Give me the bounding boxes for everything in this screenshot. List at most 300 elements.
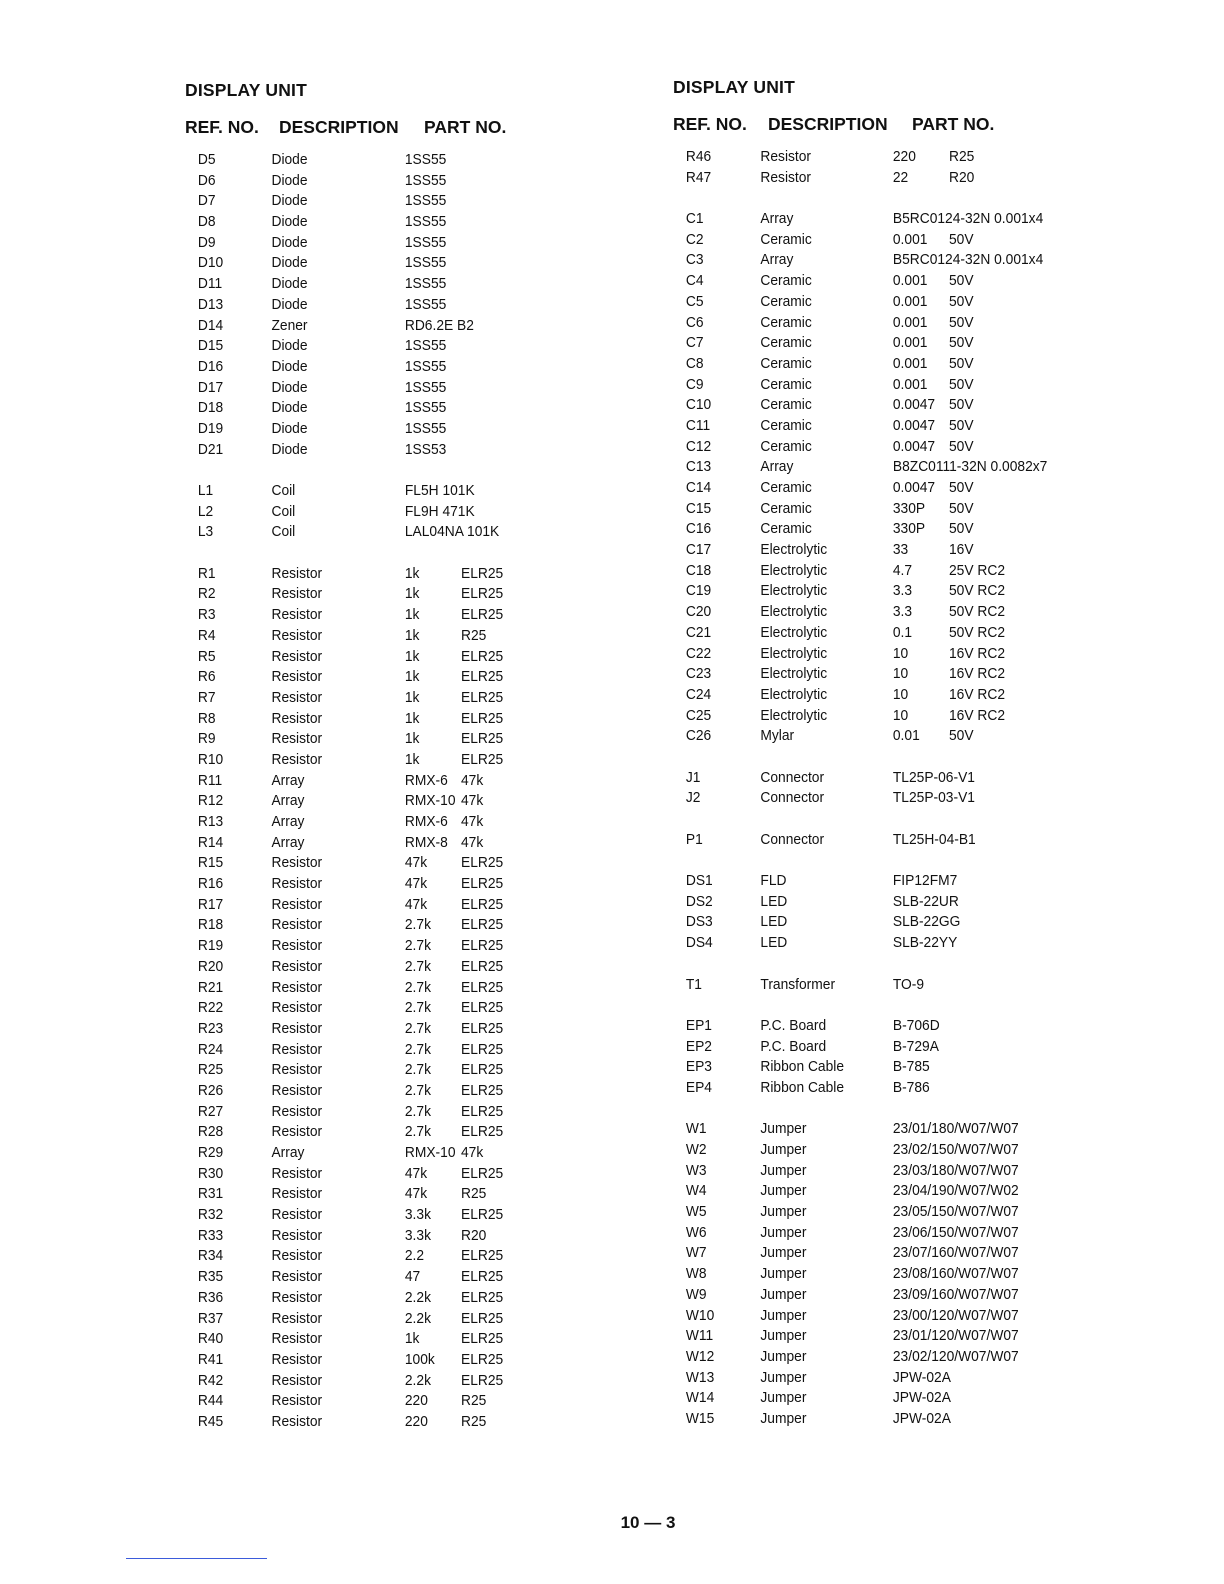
table-row (185, 502, 571, 523)
part-no-cell: 0.001 (892, 292, 928, 310)
part-no-cell: TL25P-03-V1 (892, 789, 975, 807)
description-cell: Array (271, 1144, 305, 1161)
part-spec-cell: 50V (949, 313, 974, 331)
description-cell: Ceramic (760, 230, 812, 248)
description-cell: Ceramic (760, 354, 812, 372)
description-cell: Electrolytic (760, 603, 828, 621)
table-row (185, 626, 571, 647)
table-row (185, 915, 571, 936)
table-row (185, 1226, 571, 1247)
ref-cell: C26 (685, 727, 712, 745)
description-cell: Diode (271, 213, 308, 231)
part-no-cell: 10 (892, 665, 909, 683)
ref-cell: D6 (197, 171, 216, 189)
part-no-cell: TO-9 (892, 975, 925, 993)
description-cell: LED (760, 913, 788, 931)
part-no-cell: 23/09/160/W07/W07 (892, 1285, 1019, 1303)
part-no-cell: FL9H 471K (404, 502, 475, 520)
table-row (185, 853, 571, 874)
ref-cell: R24 (197, 1040, 224, 1058)
part-no-cell: 1k (404, 668, 420, 686)
description-cell: Jumper (760, 1368, 807, 1386)
ref-cell: D19 (197, 419, 224, 437)
part-no-cell: 2.2k (404, 1288, 431, 1306)
description-cell: Diode (271, 151, 308, 168)
table-row (185, 729, 571, 750)
table-row (185, 460, 571, 481)
description-cell: Jumper (760, 1265, 807, 1283)
ref-cell: W10 (685, 1306, 715, 1324)
table-row (673, 271, 1069, 292)
table-row (673, 892, 1069, 913)
part-no-cell: 3.3k (404, 1206, 431, 1224)
ref-cell: R32 (197, 1206, 224, 1224)
ref-cell: D8 (197, 213, 216, 231)
part-spec-cell: 16V RC2 (949, 706, 1006, 724)
description-cell: Jumper (760, 1223, 807, 1241)
table-row (673, 975, 1069, 996)
ref-cell: R47 (685, 168, 712, 186)
part-spec-cell: ELR25 (461, 916, 504, 934)
ref-cell: DS3 (685, 913, 713, 931)
part-no-cell: 2.7k (404, 1102, 431, 1120)
table-row (673, 188, 1069, 209)
right-header-ref-no: REF. NO. (673, 114, 747, 134)
table-row (185, 378, 571, 399)
left-header-ref-no: REF. NO. (185, 117, 259, 137)
table-row (673, 1285, 1069, 1306)
ref-cell: D13 (197, 295, 224, 313)
table-row (673, 437, 1069, 458)
table-row (673, 292, 1069, 313)
part-spec-cell: ELR25 (461, 978, 504, 996)
description-cell: Array (760, 210, 794, 228)
part-spec-cell: ELR25 (461, 668, 504, 686)
table-row (185, 584, 571, 605)
part-no-cell: B-785 (892, 1058, 930, 1076)
part-spec-cell: ELR25 (461, 1350, 504, 1368)
part-no-cell: RD6.2E B2 (404, 316, 474, 334)
table-row (185, 522, 571, 543)
part-spec-cell: ELR25 (461, 1206, 504, 1224)
part-no-cell: 2.7k (404, 1061, 431, 1079)
part-spec-cell: ELR25 (461, 875, 504, 893)
part-spec-cell: ELR25 (461, 895, 504, 913)
part-no-cell: 10 (892, 685, 909, 703)
part-spec-cell: 16V (949, 541, 974, 559)
ref-cell: W15 (685, 1409, 715, 1427)
part-spec-cell: 50V RC2 (949, 623, 1006, 641)
table-row (185, 791, 571, 812)
table-row (185, 1371, 571, 1392)
part-spec-cell: ELR25 (461, 1040, 504, 1058)
ref-cell: R27 (197, 1102, 224, 1120)
ref-cell: R14 (197, 833, 224, 851)
part-spec-cell: 50V (949, 479, 974, 496)
ref-cell: DS2 (685, 892, 713, 910)
description-cell: Jumper (760, 1161, 807, 1179)
table-row (673, 581, 1069, 602)
table-row (673, 788, 1069, 809)
table-row (673, 602, 1069, 623)
part-no-cell: SLB-22UR (892, 892, 959, 910)
description-cell: FLD (760, 872, 787, 890)
part-spec-cell: R25 (461, 626, 487, 644)
description-cell: Diode (271, 440, 308, 458)
description-cell: Jumper (760, 1141, 807, 1158)
table-row (185, 874, 571, 895)
table-row (673, 375, 1069, 396)
part-no-cell: 0.001 (892, 354, 928, 372)
ref-cell: L1 (197, 482, 214, 499)
description-cell: Resistor (760, 148, 812, 165)
table-row (673, 478, 1069, 499)
table-row (185, 564, 571, 585)
ref-cell: W7 (685, 1244, 707, 1262)
part-spec-cell: 50V (949, 272, 974, 290)
ref-cell: R8 (197, 709, 216, 727)
description-cell: Resistor (271, 1061, 323, 1079)
part-no-cell: JPW-02A (892, 1389, 951, 1407)
part-spec-cell: 47k (461, 771, 484, 789)
part-no-cell: 1SS55 (404, 419, 447, 437)
table-row (673, 830, 1069, 851)
part-no-cell: SLB-22YY (892, 934, 958, 952)
ref-cell: C14 (685, 479, 712, 496)
description-cell: Ceramic (760, 313, 812, 331)
right-parts-list (673, 75, 1103, 1430)
table-row (673, 1243, 1069, 1264)
description-cell: Diode (271, 419, 308, 437)
table-row (185, 1040, 571, 1061)
table-row (185, 812, 571, 833)
description-cell: Jumper (760, 1244, 807, 1262)
part-spec-cell: R25 (949, 148, 975, 165)
part-no-cell: RMX-10 (404, 1144, 456, 1161)
part-no-cell: 2.7k (404, 999, 431, 1017)
part-spec-cell: ELR25 (461, 854, 504, 872)
part-spec-cell: ELR25 (461, 937, 504, 955)
description-cell: Resistor (271, 730, 323, 748)
table-row (673, 995, 1069, 1016)
part-no-cell: 1SS55 (404, 295, 447, 313)
description-cell: Diode (271, 357, 308, 375)
description-cell: Resistor (271, 750, 323, 768)
ref-cell: D18 (197, 399, 224, 417)
part-spec-cell: ELR25 (461, 606, 504, 624)
ref-cell: C6 (685, 313, 704, 331)
ref-cell: W1 (685, 1120, 707, 1138)
part-no-cell: 10 (892, 644, 909, 662)
ref-cell: R36 (197, 1288, 224, 1306)
table-row (673, 954, 1069, 975)
table-row (185, 1391, 571, 1412)
part-no-cell: 4.7 (892, 561, 913, 579)
part-no-cell: B5RC0124-32N 0.001x4 (892, 210, 1044, 228)
ref-cell: R46 (685, 148, 712, 165)
left-header-part-no: PART NO. (424, 117, 507, 137)
part-no-cell: B-729A (892, 1037, 939, 1055)
description-cell: Jumper (760, 1203, 807, 1221)
ref-cell: D10 (197, 254, 224, 272)
part-spec-cell: ELR25 (461, 1371, 504, 1389)
ref-cell: C23 (685, 665, 712, 683)
description-cell: Resistor (271, 1309, 323, 1327)
part-no-cell: 2.7k (404, 957, 431, 975)
description-cell: Resistor (271, 1081, 323, 1099)
ref-cell: R44 (197, 1392, 224, 1410)
table-row (185, 1143, 571, 1164)
part-spec-cell: ELR25 (461, 709, 504, 727)
part-spec-cell: 16V RC2 (949, 644, 1006, 662)
right-header-part-no: PART NO. (912, 114, 995, 134)
part-spec-cell: R20 (461, 1226, 487, 1244)
table-row (673, 1223, 1069, 1244)
ref-cell: D17 (197, 378, 224, 396)
part-no-cell: 1k (404, 585, 420, 603)
description-cell: Diode (271, 192, 308, 210)
part-spec-cell: 50V (949, 727, 974, 745)
description-cell: LED (760, 892, 788, 910)
description-cell: Array (271, 833, 305, 851)
table-row (673, 768, 1069, 789)
part-spec-cell: ELR25 (461, 957, 504, 975)
ref-cell: C7 (685, 334, 704, 352)
ref-cell: L3 (197, 523, 214, 541)
ref-cell: R13 (197, 813, 224, 830)
part-no-cell: 1k (404, 647, 420, 665)
description-cell: Diode (271, 233, 308, 251)
ref-cell: C18 (685, 561, 712, 579)
part-spec-cell: ELR25 (461, 1330, 504, 1348)
table-row (673, 1368, 1069, 1389)
ref-cell: R3 (197, 606, 216, 624)
description-cell: Resistor (271, 688, 323, 706)
part-no-cell: 1SS55 (404, 337, 447, 355)
description-cell: Electrolytic (760, 582, 828, 600)
description-cell: Zener (271, 316, 308, 334)
part-no-cell: 23/01/120/W07/W07 (892, 1327, 1019, 1345)
description-cell: Transformer (760, 975, 836, 993)
ref-cell: D16 (197, 357, 224, 375)
description-cell: Array (760, 251, 794, 269)
part-no-cell: 1k (404, 606, 420, 624)
description-cell: Mylar (760, 727, 795, 745)
ref-cell: EP3 (685, 1058, 712, 1076)
part-no-cell: 330P (892, 520, 926, 538)
part-spec-cell: ELR25 (461, 647, 504, 665)
description-cell: Diode (271, 275, 308, 293)
ref-cell: C8 (685, 354, 704, 372)
description-cell: Connector (760, 789, 825, 807)
ref-cell: C16 (685, 520, 712, 538)
table-row (673, 1264, 1069, 1285)
ref-cell: L2 (197, 502, 214, 520)
table-row (673, 1078, 1069, 1099)
ref-cell: R22 (197, 999, 224, 1017)
ref-cell: D14 (197, 316, 224, 334)
table-row (185, 1246, 571, 1267)
ref-cell: R33 (197, 1226, 224, 1244)
part-spec-cell: ELR25 (461, 688, 504, 706)
part-spec-cell: ELR25 (461, 1081, 504, 1099)
ref-cell: D11 (197, 275, 223, 293)
ref-cell: C24 (685, 685, 712, 703)
part-spec-cell: 47k (461, 813, 484, 830)
description-cell: Coil (271, 502, 296, 520)
part-no-cell: 22 (892, 168, 909, 186)
table-row (673, 1016, 1069, 1037)
table-row (185, 998, 571, 1019)
table-row (673, 354, 1069, 375)
table-row (673, 1388, 1069, 1409)
description-cell: Diode (271, 295, 308, 313)
table-row (185, 771, 571, 792)
description-cell: Jumper (760, 1285, 807, 1303)
description-cell: Electrolytic (760, 561, 828, 579)
part-no-cell: 2.7k (404, 1081, 431, 1099)
right-header-description: DESCRIPTION (768, 114, 888, 134)
description-cell: Ceramic (760, 416, 812, 434)
part-no-cell: 2.7k (404, 916, 431, 934)
description-cell: Array (271, 792, 305, 810)
table-row (185, 978, 571, 999)
part-no-cell: 0.001 (892, 334, 928, 352)
part-no-cell: 0.0047 (892, 437, 936, 455)
part-spec-cell: 50V (949, 520, 974, 538)
ref-cell: C15 (685, 499, 712, 517)
description-cell: Ceramic (760, 396, 812, 414)
ref-cell: R29 (197, 1144, 224, 1161)
part-no-cell: 47k (404, 854, 428, 872)
part-spec-cell: ELR25 (461, 1164, 504, 1182)
part-no-cell: 220 (892, 148, 916, 165)
table-row (185, 150, 571, 171)
description-cell: Ribbon Cable (760, 1058, 845, 1076)
part-no-cell: 2.2k (404, 1371, 431, 1389)
table-row (673, 1140, 1069, 1161)
part-no-cell: 2.7k (404, 1040, 431, 1058)
table-row (185, 1288, 571, 1309)
ref-cell: EP4 (685, 1078, 712, 1096)
part-spec-cell: R25 (461, 1412, 487, 1430)
part-no-cell: 1SS55 (404, 213, 447, 231)
ref-cell: R23 (197, 1019, 224, 1037)
table-row (185, 1329, 571, 1350)
part-no-cell: LAL04NA 101K (404, 523, 500, 541)
part-no-cell: 47k (404, 1164, 428, 1182)
ref-cell: J2 (685, 789, 701, 807)
description-cell: Ceramic (760, 334, 812, 352)
part-no-cell: 220 (404, 1412, 428, 1430)
ref-cell: W6 (685, 1223, 707, 1241)
table-row (673, 168, 1069, 189)
part-no-cell: 23/02/150/W07/W07 (892, 1141, 1019, 1158)
ref-cell: C19 (685, 582, 712, 600)
table-row (185, 274, 571, 295)
description-cell: Ceramic (760, 272, 812, 290)
description-cell: Resistor (271, 854, 323, 872)
ref-cell: R42 (197, 1371, 224, 1389)
part-no-cell: 2.2k (404, 1309, 431, 1327)
table-row (673, 1202, 1069, 1223)
description-cell: P.C. Board (760, 1037, 827, 1055)
description-cell: Resistor (271, 1040, 323, 1058)
part-no-cell: 0.0047 (892, 396, 936, 414)
table-row (185, 1122, 571, 1143)
description-cell: Ceramic (760, 437, 812, 455)
description-cell: Connector (760, 768, 825, 786)
table-row (185, 440, 571, 461)
part-no-cell: RMX-6 (404, 771, 448, 789)
description-cell: Coil (271, 482, 296, 499)
part-no-cell: 0.001 (892, 272, 928, 290)
part-no-cell: 1SS55 (404, 192, 447, 210)
description-cell: Ceramic (760, 499, 812, 517)
table-row (185, 543, 571, 564)
part-no-cell: 1SS55 (404, 151, 447, 168)
description-cell: Ceramic (760, 520, 812, 538)
part-no-cell: B-706D (892, 1016, 940, 1034)
description-cell: Resistor (271, 1206, 323, 1224)
ref-cell: R45 (197, 1412, 224, 1430)
description-cell: Electrolytic (760, 541, 828, 559)
table-row (185, 688, 571, 709)
part-spec-cell: ELR25 (461, 564, 504, 582)
part-no-cell: 23/07/160/W07/W07 (892, 1244, 1019, 1262)
part-no-cell: 1SS55 (404, 254, 447, 272)
part-spec-cell: ELR25 (461, 1123, 504, 1141)
table-row (673, 1181, 1069, 1202)
table-row (673, 540, 1069, 561)
ref-cell: R5 (197, 647, 216, 665)
table-row (185, 1412, 571, 1433)
part-no-cell: 2.7k (404, 937, 431, 955)
table-row (673, 1306, 1069, 1327)
part-no-cell: FIP12FM7 (892, 872, 958, 890)
ref-cell: C5 (685, 292, 704, 310)
ref-cell: D21 (197, 440, 224, 458)
part-no-cell: 23/08/160/W07/W07 (892, 1265, 1019, 1283)
ref-cell: R11 (197, 771, 223, 789)
table-row (673, 457, 1069, 478)
part-spec-cell: 50V (949, 416, 974, 434)
ref-cell: C25 (685, 706, 712, 724)
table-row (673, 147, 1069, 168)
ref-cell: C4 (685, 272, 704, 290)
ref-cell: W14 (685, 1389, 715, 1407)
ref-cell: R9 (197, 730, 216, 748)
table-row (185, 253, 571, 274)
ref-cell: R20 (197, 957, 224, 975)
part-spec-cell: ELR25 (461, 750, 504, 768)
ref-cell: R30 (197, 1164, 224, 1182)
description-cell: Jumper (760, 1120, 807, 1138)
ref-cell: C21 (685, 623, 712, 641)
table-row (673, 644, 1069, 665)
part-no-cell: B8ZC0111-32N 0.0082x7 (892, 458, 1048, 476)
description-cell: Jumper (760, 1327, 807, 1345)
table-row (185, 419, 571, 440)
table-row (673, 1326, 1069, 1347)
description-cell: Array (271, 771, 305, 789)
left-parts-list (185, 78, 605, 1433)
description-cell: Resistor (271, 1330, 323, 1348)
part-no-cell: 1SS55 (404, 233, 447, 251)
part-no-cell: B5RC0124-32N 0.001x4 (892, 251, 1044, 269)
ref-cell: D5 (197, 151, 216, 168)
table-row (673, 1119, 1069, 1140)
